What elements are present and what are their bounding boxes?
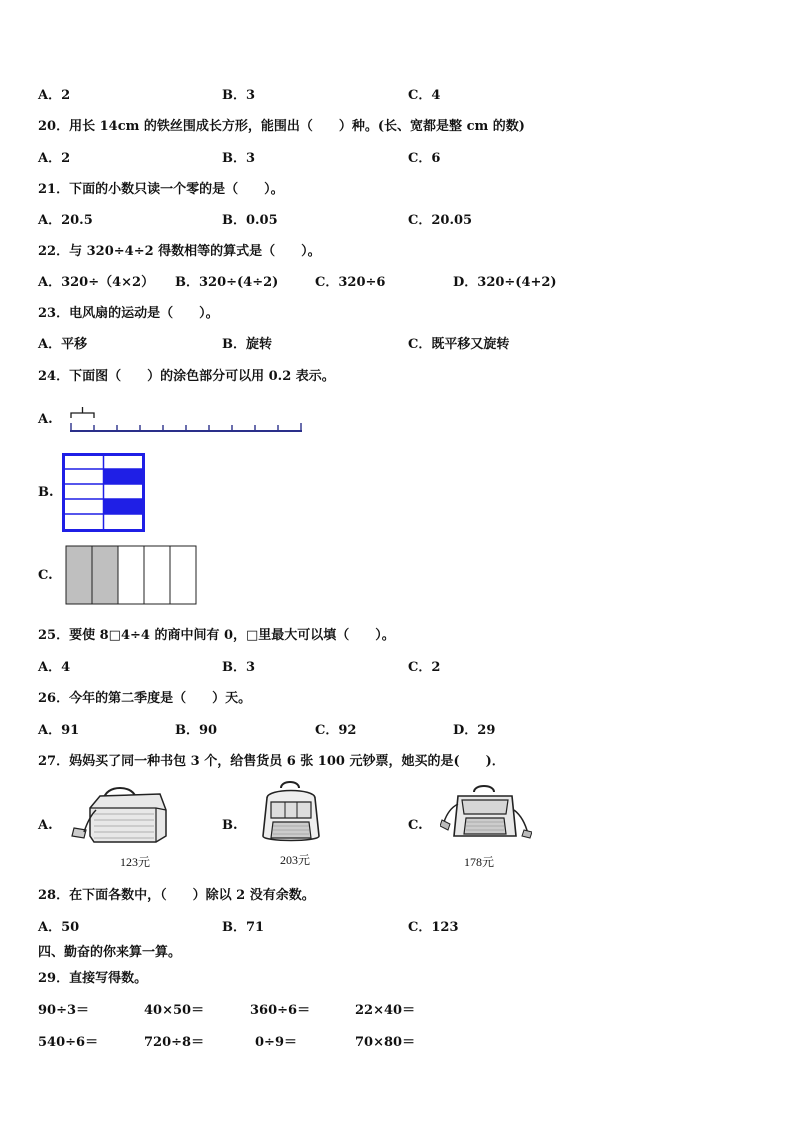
calc-item: 40×50＝ — [144, 1003, 205, 1018]
q22-option-c: C．320÷6 — [315, 275, 386, 290]
q28-option-b: B．71 — [222, 920, 265, 935]
bag-b-image — [255, 778, 327, 846]
calc-item: 22×40＝ — [355, 1003, 416, 1018]
calc-item: 0÷9＝ — [255, 1035, 297, 1050]
q19-option-c: C．4 — [408, 88, 441, 103]
q27-label-c: C. — [408, 818, 423, 833]
q25-option-b: B．3 — [222, 660, 256, 675]
q21-option-c: C．20.05 — [408, 213, 473, 228]
q28-option-a: A．50 — [38, 920, 80, 935]
calc-item: 720÷8＝ — [144, 1035, 205, 1050]
bag-c-price: 178元 — [464, 855, 495, 869]
q26-option-d: D．29 — [453, 723, 496, 738]
q24-label-b: B. — [38, 485, 54, 500]
q23-stem: 23．电风扇的运动是（ ）。 — [38, 306, 219, 321]
q27-label-b: B. — [222, 818, 238, 833]
q27-stem: 27．妈妈买了同一种书包 3 个，给售货员 6 张 100 元钞票，她买的是( )． — [38, 754, 505, 769]
q19-option-b: B．3 — [222, 88, 256, 103]
q25-stem: 25．要使 8□4÷4 的商中间有 0，□里最大可以填（ ）。 — [38, 628, 395, 643]
q24-label-a: A. — [38, 412, 53, 427]
bag-a-price: 123元 — [120, 855, 151, 869]
q21-stem: 21．下面的小数只读一个零的是（ ）。 — [38, 182, 284, 197]
q20-option-a: A．2 — [38, 151, 71, 166]
calc-item: 540÷6＝ — [38, 1035, 99, 1050]
q26-stem: 26．今年的第二季度是（ ）天。 — [38, 691, 252, 706]
q24-stem: 24．下面图（ ）的涂色部分可以用 0.2 表示。 — [38, 369, 335, 384]
q20-option-b: B．3 — [222, 151, 256, 166]
q24-grid-figure — [62, 453, 146, 533]
bag-b-price: 203元 — [280, 853, 311, 867]
q21-option-a: A．20.5 — [38, 213, 93, 228]
q25-option-c: C．2 — [408, 660, 441, 675]
q28-stem: 28．在下面各数中，（ ）除以 2 没有余数。 — [38, 888, 315, 903]
calc-item: 90÷3＝ — [38, 1003, 90, 1018]
section-heading: 四、勤奋的你来算一算。 — [38, 945, 182, 960]
q24-number-line — [66, 403, 306, 437]
q28-option-c: C．123 — [408, 920, 459, 935]
q23-option-a: A．平移 — [38, 337, 88, 352]
q22-option-b: B．320÷(4÷2) — [175, 275, 279, 290]
q27-label-a: A. — [38, 818, 53, 833]
q29-stem: 29．直接写得数。 — [38, 971, 148, 986]
q20-stem: 20．用长 14cm 的铁丝围成长方形，能围出（ ）种。(长、宽都是整 cm 的数) — [38, 119, 525, 134]
q24-strip-figure — [65, 545, 199, 607]
q20-option-c: C．6 — [408, 151, 441, 166]
bag-c-image — [440, 780, 532, 848]
q19-option-a: A．2 — [38, 88, 71, 103]
q26-option-a: A．91 — [38, 723, 80, 738]
q26-option-c: C．92 — [315, 723, 357, 738]
q22-option-d: D．320÷(4+2) — [453, 275, 557, 290]
calc-item: 70×80＝ — [355, 1035, 416, 1050]
q22-stem: 22．与 320÷4÷2 得数相等的算式是（ ）。 — [38, 244, 321, 259]
q23-option-c: C．既平移又旋转 — [408, 337, 510, 352]
bag-a-image — [70, 780, 170, 848]
q25-option-a: A．4 — [38, 660, 71, 675]
q21-option-b: B．0.05 — [222, 213, 278, 228]
q22-option-a: A．320÷（4×2） — [38, 275, 155, 290]
q23-option-b: B．旋转 — [222, 337, 272, 352]
q26-option-b: B．90 — [175, 723, 218, 738]
q24-label-c: C. — [38, 568, 53, 583]
calc-item: 360÷6＝ — [250, 1003, 311, 1018]
